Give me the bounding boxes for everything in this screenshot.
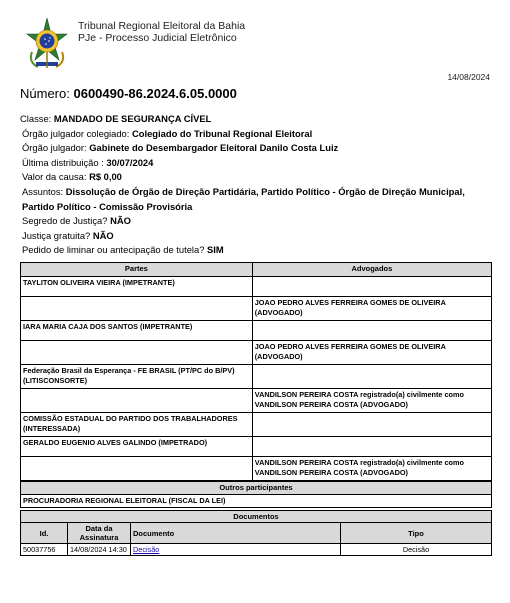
col-documento: Documento [131,523,341,544]
valor-label: Valor da causa: [22,171,87,183]
process-number-value: 0600490-86.2024.6.05.0000 [73,86,237,101]
advogado-cell [252,436,491,456]
documentos-table [20,510,492,556]
advogado-cell [252,364,491,388]
table-row [21,436,492,456]
valor-value: R$ 0,00 [89,171,122,183]
table-row [21,495,492,508]
doc-tipo: Decisão [341,544,492,556]
parte-cell: TAYLITON OLIVEIRA VIEIRA (IMPETRANTE) [21,276,253,296]
parte-cell: GERALDO EUGENIO ALVES GALINDO (IMPETRADO) [21,436,253,456]
process-number-label: Número: [20,86,70,101]
doc-id: 50037756 [21,544,68,556]
gratuita-label: Justiça gratuita? [22,229,91,241]
system-name: PJe - Processo Judicial Eletrônico [78,32,237,44]
participante-cell: PROCURADORIA REGIONAL ELEITORAL (FISCAL DA LEI) [21,495,492,508]
partes-table [20,262,492,481]
distribuicao-label: Última distribuição : [22,156,104,168]
parte-cell: IARA MARIA CAJA DOS SANTOS (IMPETRANTE) [21,320,253,340]
classe-label: Classe: [20,113,52,124]
documentos-header: Documentos [21,511,492,523]
advogado-cell [252,276,491,296]
advogado-cell [252,320,491,340]
table-row [21,296,492,320]
table-row [21,544,492,556]
brazil-coat-of-arms-icon [24,18,70,70]
assuntos-label: Assuntos: [22,185,64,197]
orgao-julgador-label: Órgão julgador: [22,142,87,154]
advogado-cell [252,412,491,436]
liminar-label: Pedido de liminar ou antecipação de tutela? [22,244,205,256]
col-data: Data da Assinatura [68,523,131,544]
document-header [24,14,494,74]
outros-participantes-table [20,481,492,508]
table-row [21,320,492,340]
advogado-cell: VANDILSON PEREIRA COSTA registrado(a) civilmente como VANDILSON PEREIRA COSTA (ADVOGADO) [252,456,491,480]
segredo-label: Segredo de Justiça? [22,215,108,227]
gratuita-value: NÃO [92,229,114,241]
table-row [21,412,492,436]
court-name: Tribunal Regional Eleitoral da Bahia [78,20,246,32]
parte-cell: Federação Brasil da Esperança - FE BRASIL (PT/PC do B/PV) (LITISCONSORTE) [21,364,253,388]
table-row [21,388,492,412]
parte-cell [21,456,253,480]
doc-data: 14/08/2024 14:30 [68,544,131,556]
advogado-cell: VANDILSON PEREIRA COSTA registrado(a) civilmente como VANDILSON PEREIRA COSTA (ADVOGADO) [252,388,491,412]
parte-cell [21,340,253,364]
table-row [21,276,492,296]
table-row [21,456,492,480]
orgao-colegiado-label: Órgão julgador colegiado: [22,127,130,139]
document-date: 14/08/2024 [447,72,490,82]
outros-header: Outros participantes [21,482,492,495]
process-metadata [20,112,496,258]
col-id: Id. [21,523,68,544]
advogado-cell: JOAO PEDRO ALVES FERREIRA GOMES DE OLIVEIRA (ADVOGADO) [252,340,491,364]
process-number [20,86,237,101]
partes-header: Partes [21,263,253,277]
col-tipo: Tipo [341,523,492,544]
advogado-cell: JOAO PEDRO ALVES FERREIRA GOMES DE OLIVEIRA (ADVOGADO) [252,296,491,320]
advogados-header: Advogados [252,263,491,277]
distribuicao-value: 30/07/2024 [106,156,154,168]
parte-cell: COMISSÃO ESTADUAL DO PARTIDO DOS TRABALHADORES (INTERESSADA) [21,412,253,436]
liminar-value: SIM [207,244,224,256]
documento-link[interactable]: Decisão [133,545,160,554]
parte-cell [21,296,253,320]
table-row [21,364,492,388]
parte-cell [21,388,253,412]
table-row [21,340,492,364]
orgao-colegiado-value: Colegiado do Tribunal Regional Eleitoral [131,127,313,139]
orgao-julgador-value: Gabinete do Desembargador Eleitoral Danilo Costa Luiz [89,142,339,154]
classe-value: MANDADO DE SEGURANÇA CÍVEL [53,113,212,124]
assuntos-value: Dissolução de Órgão de Direção Partidária, Partido Político - Órgão de Direção Municipal, Partido Político - Comissão Provisória [22,185,465,212]
segredo-value: NÃO [110,215,131,227]
